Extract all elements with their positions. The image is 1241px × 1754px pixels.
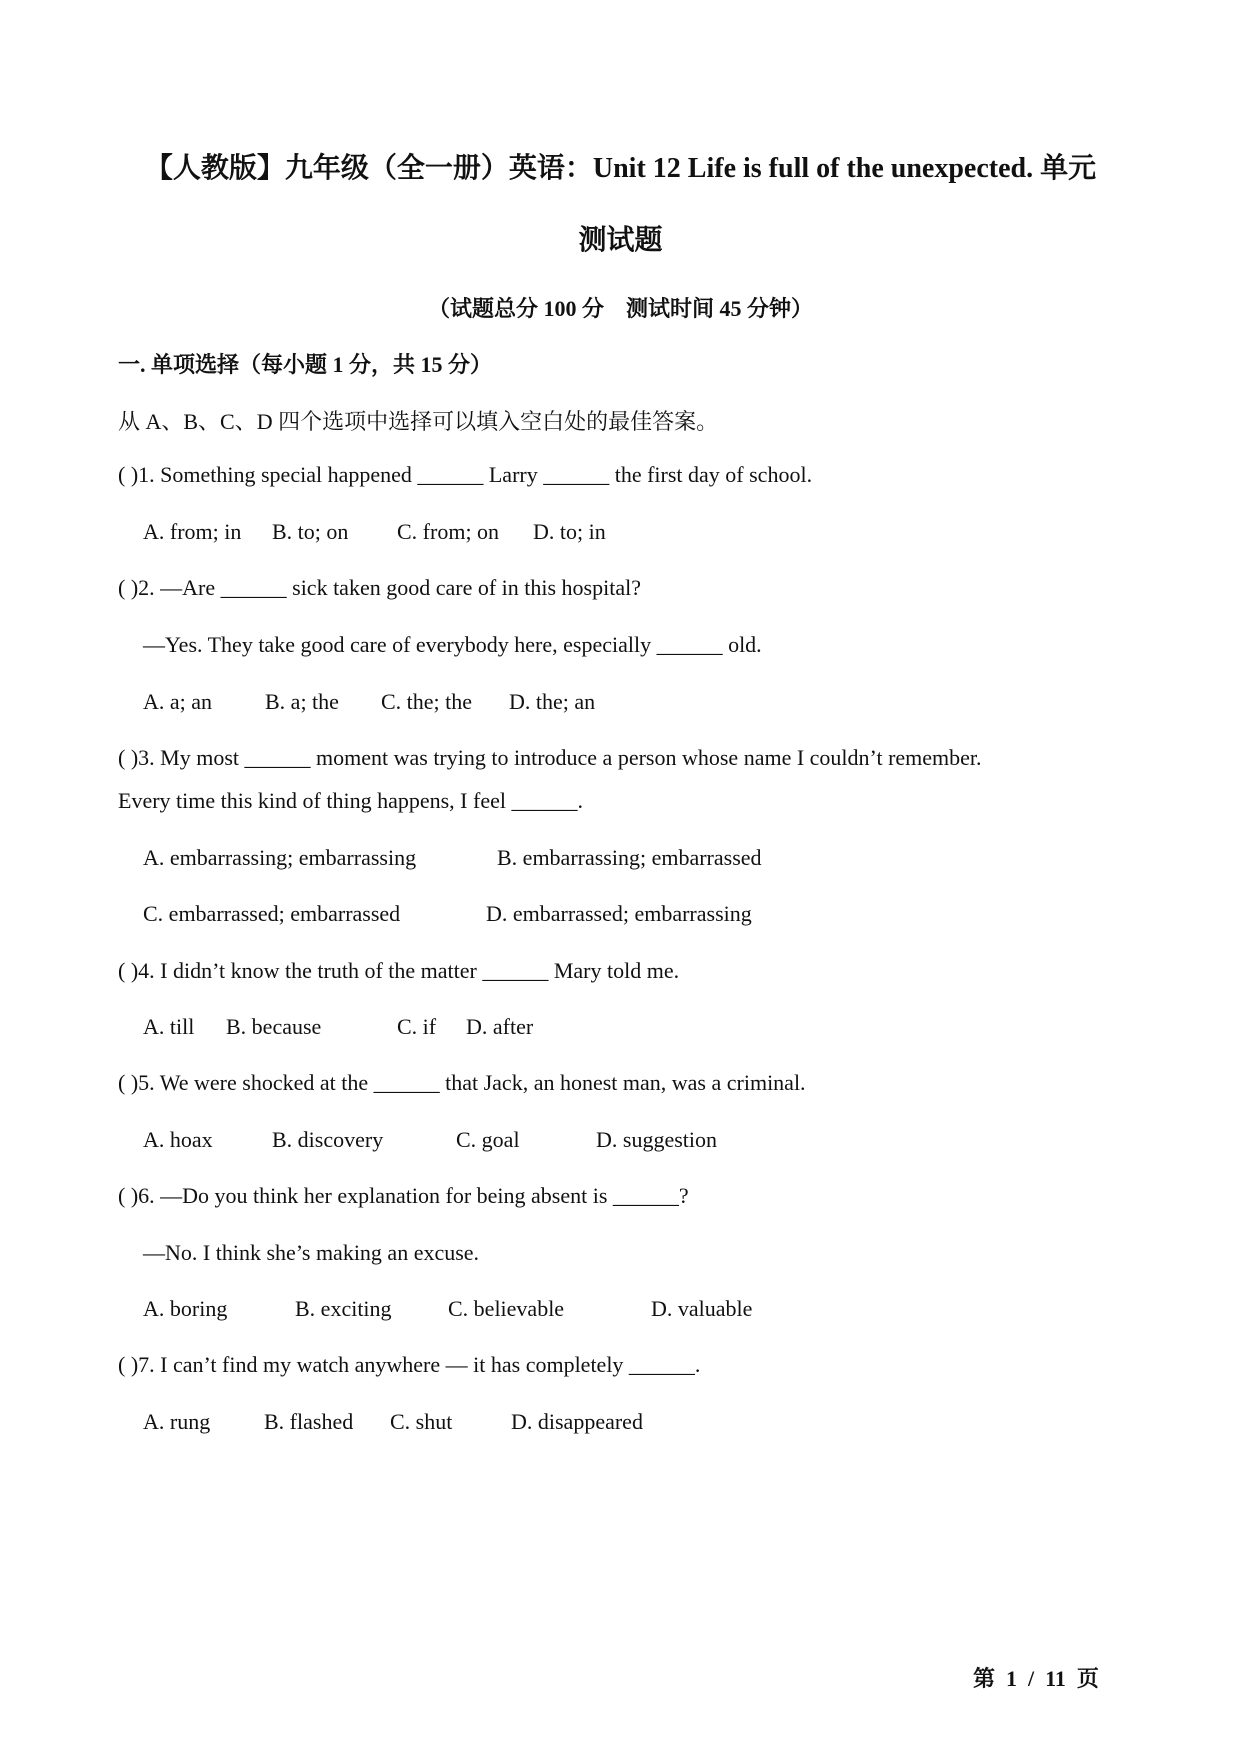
question-6-option-c: C. believable: [448, 1296, 565, 1321]
question-1-option-d: D. to; in: [533, 519, 606, 544]
question-2-stem: ( )2. —Are ______ sick taken good care of in this hospital?: [118, 575, 641, 600]
question-1-stem: ( )1. Something special happened ______ Larry ______ the first day of school.: [118, 462, 813, 487]
question-6-option-a: A. boring: [143, 1296, 228, 1321]
question-3-stem: ( )3. My most ______ moment was trying to introduce a person whose name I couldn’t remember.: [118, 745, 982, 770]
question-7-stem: ( )7. I can’t find my watch anywhere — it has completely ______.: [118, 1352, 701, 1377]
section-heading: 一. 单项选择（每小题 1 分，共 15 分）: [118, 352, 493, 377]
question-3-option-a: A. embarrassing; embarrassing: [143, 845, 417, 870]
question-7-option-b: B. flashed: [264, 1409, 354, 1434]
question-2-option-b: B. a; the: [265, 689, 339, 714]
question-7-option-d: D. disappeared: [511, 1409, 643, 1434]
question-2-stem-line2: —Yes. They take good care of everybody here, especially ______ old.: [143, 632, 762, 657]
question-4-option-b: B. because: [226, 1014, 322, 1039]
question-4-option-c: C. if: [397, 1014, 437, 1039]
question-7-option-c: C. shut: [390, 1409, 453, 1434]
question-4-option-d: D. after: [466, 1014, 534, 1039]
question-7-option-a: A. rung: [143, 1409, 211, 1434]
question-1-option-b: B. to; on: [272, 519, 349, 544]
question-5-option-c: C. goal: [456, 1127, 520, 1152]
test-info-subtitle: （试题总分 100 分 测试时间 45 分钟）: [427, 296, 813, 321]
question-6-option-b: B. exciting: [295, 1296, 392, 1321]
question-6-option-d: D. valuable: [651, 1296, 753, 1321]
question-6-stem: ( )6. —Do you think her explanation for being absent is ______?: [118, 1183, 689, 1208]
document-title-line1: 【人教版】九年级（全一册）英语：Unit 12 Life is full of the unexpected. 单元: [144, 153, 1097, 184]
page-number-footer: 第 1 / 11 页: [973, 1666, 1099, 1691]
section-instruction: 从 A、B、C、D 四个选项中选择可以填入空白处的最佳答案。: [118, 409, 719, 434]
question-5-option-b: B. discovery: [272, 1127, 384, 1152]
question-3-option-b: B. embarrassing; embarrassed: [497, 845, 762, 870]
document-title-line2: 测试题: [578, 225, 663, 256]
question-2-option-d: D. the; an: [509, 689, 596, 714]
question-2-option-a: A. a; an: [143, 689, 213, 714]
question-3-option-d: D. embarrassed; embarrassing: [486, 901, 752, 926]
question-3-option-c: C. embarrassed; embarrassed: [143, 901, 401, 926]
question-4-stem: ( )4. I didn’t know the truth of the matter ______ Mary told me.: [118, 958, 680, 983]
question-1-option-c: C. from; on: [397, 519, 500, 544]
question-4-option-a: A. till: [143, 1014, 195, 1039]
question-5-option-a: A. hoax: [143, 1127, 213, 1152]
question-1-option-a: A. from; in: [143, 519, 242, 544]
question-5-option-d: D. suggestion: [596, 1127, 717, 1152]
question-2-option-c: C. the; the: [381, 689, 473, 714]
question-6-stem-line2: —No. I think she’s making an excuse.: [143, 1240, 480, 1265]
question-5-stem: ( )5. We were shocked at the ______ that Jack, an honest man, was a criminal.: [118, 1070, 806, 1095]
question-3-stem-line2: Every time this kind of thing happens, I feel ______.: [118, 788, 583, 813]
